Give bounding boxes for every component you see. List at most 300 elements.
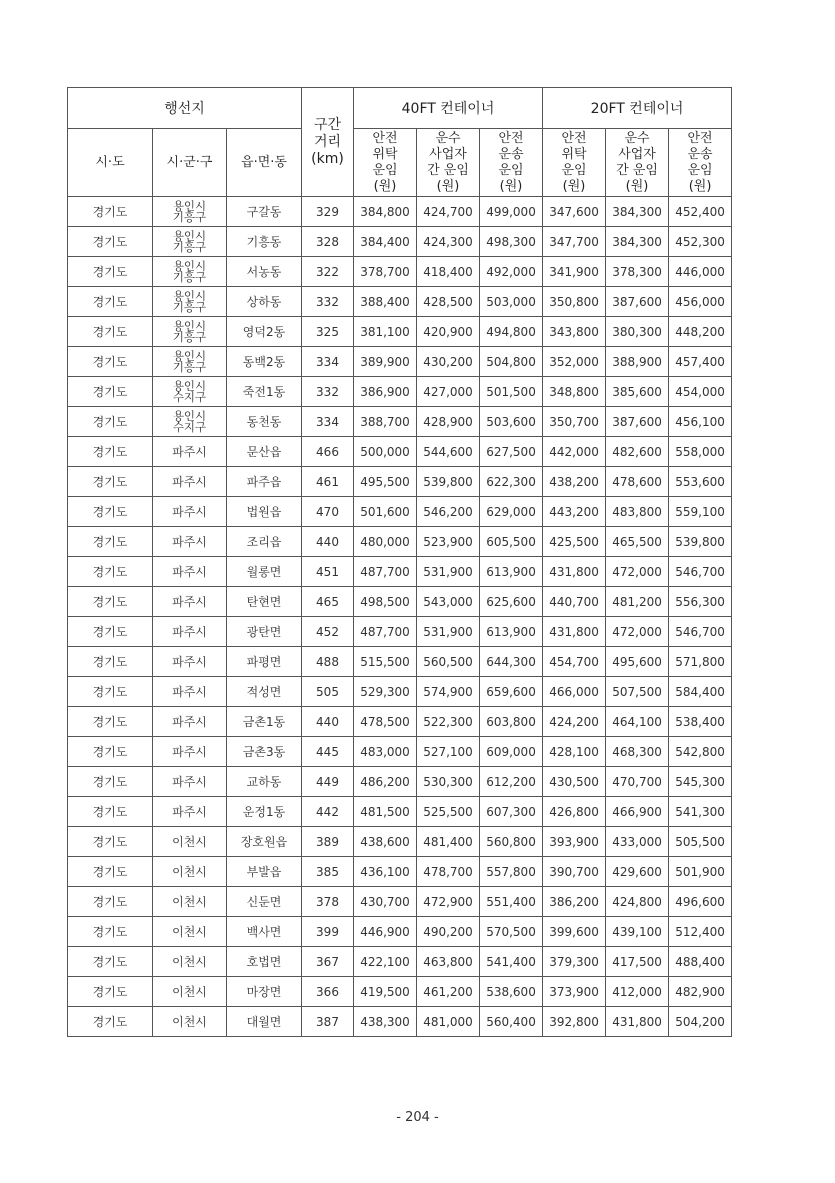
distance-cell: 442 — [302, 797, 354, 827]
c40-carrier-cell: 461,200 — [417, 977, 480, 1007]
table-row — [68, 287, 732, 317]
c20-safe-consign-cell: 352,000 — [543, 347, 606, 377]
distance-cell: 488 — [302, 647, 354, 677]
c20-safe-consign-cell: 430,500 — [543, 767, 606, 797]
c40-safe-transport-cell: 498,300 — [480, 227, 543, 257]
c40-safe-consign-cell: 378,700 — [354, 257, 417, 287]
c20-carrier-cell: 478,600 — [606, 467, 669, 497]
table-row — [68, 227, 732, 257]
sigungu-cell: 용인시 기흥구 — [153, 317, 227, 347]
c40-safe-transport-cell: 504,800 — [480, 347, 543, 377]
c40-safe-transport-cell: 603,800 — [480, 707, 543, 737]
c20-safe-consign-cell: 438,200 — [543, 467, 606, 497]
table-row — [68, 767, 732, 797]
c40-safe-transport-cell: 570,500 — [480, 917, 543, 947]
c40-carrier-cell: 522,300 — [417, 707, 480, 737]
distance-cell: 470 — [302, 497, 354, 527]
c40-carrier-cell: 546,200 — [417, 497, 480, 527]
sigungu-cell: 용인시 기흥구 — [153, 287, 227, 317]
c20-carrier-cell: 417,500 — [606, 947, 669, 977]
sigungu-cell: 파주시 — [153, 767, 227, 797]
sido-cell: 경기도 — [68, 1007, 153, 1037]
eupmyeondong-cell: 죽전1동 — [227, 377, 302, 407]
sigungu-cell: 용인시 기흥구 — [153, 347, 227, 377]
c40-safe-consign-cell: 430,700 — [354, 887, 417, 917]
c40-carrier-cell: 544,600 — [417, 437, 480, 467]
c20-carrier-cell: 472,000 — [606, 617, 669, 647]
eupmyeondong-cell: 탄현면 — [227, 587, 302, 617]
c20-safe-transport-cell: 452,400 — [669, 197, 732, 227]
distance-header: 구간 거리 (km) — [302, 88, 354, 197]
c20-carrier-cell: 466,900 — [606, 797, 669, 827]
sigungu-cell: 이천시 — [153, 947, 227, 977]
sigungu-cell: 파주시 — [153, 557, 227, 587]
c40-safe-consign-cell: 480,000 — [354, 527, 417, 557]
c20-safe-transport-cell: 456,100 — [669, 407, 732, 437]
distance-cell: 461 — [302, 467, 354, 497]
c20-carrier-cell: 507,500 — [606, 677, 669, 707]
c40-carrier-cell: 531,900 — [417, 557, 480, 587]
c20-safe-transport-header: 안전 운송 운임 (원) — [669, 129, 732, 197]
c40-safe-transport-cell: 538,600 — [480, 977, 543, 1007]
c20-safe-consign-cell: 443,200 — [543, 497, 606, 527]
sido-cell: 경기도 — [68, 407, 153, 437]
table-row — [68, 917, 732, 947]
c40-safe-transport-cell: 494,800 — [480, 317, 543, 347]
c40-safe-consign-cell: 438,300 — [354, 1007, 417, 1037]
c20-safe-consign-cell: 347,600 — [543, 197, 606, 227]
distance-cell: 465 — [302, 587, 354, 617]
distance-cell: 449 — [302, 767, 354, 797]
table-row — [68, 947, 732, 977]
sigungu-cell: 이천시 — [153, 1007, 227, 1037]
header-row-columns — [68, 129, 732, 197]
sigungu-cell: 이천시 — [153, 917, 227, 947]
sido-cell: 경기도 — [68, 857, 153, 887]
c40-safe-transport-cell: 659,600 — [480, 677, 543, 707]
c40-safe-consign-cell: 384,800 — [354, 197, 417, 227]
eupmyeondong-cell: 금촌1동 — [227, 707, 302, 737]
c20-carrier-cell: 439,100 — [606, 917, 669, 947]
distance-cell: 334 — [302, 347, 354, 377]
sido-cell: 경기도 — [68, 917, 153, 947]
c40-safe-transport-cell: 627,500 — [480, 437, 543, 467]
c40-carrier-cell: 539,800 — [417, 467, 480, 497]
c40-safe-consign-cell: 436,100 — [354, 857, 417, 887]
container-40ft-header: 40FT 컨테이너 — [354, 88, 543, 129]
c20-safe-consign-cell: 431,800 — [543, 557, 606, 587]
c20-safe-transport-cell: 553,600 — [669, 467, 732, 497]
c40-carrier-cell: 420,900 — [417, 317, 480, 347]
sido-cell: 경기도 — [68, 677, 153, 707]
c20-safe-transport-cell: 448,200 — [669, 317, 732, 347]
table-row — [68, 797, 732, 827]
c40-safe-consign-cell: 515,500 — [354, 647, 417, 677]
c20-carrier-cell: 429,600 — [606, 857, 669, 887]
table-body — [68, 197, 732, 1037]
distance-cell: 325 — [302, 317, 354, 347]
sido-cell: 경기도 — [68, 317, 153, 347]
sido-cell: 경기도 — [68, 647, 153, 677]
sigungu-cell: 파주시 — [153, 437, 227, 467]
c40-safe-transport-cell: 503,600 — [480, 407, 543, 437]
c40-carrier-header: 운수 사업자 간 운임 (원) — [417, 129, 480, 197]
distance-cell: 505 — [302, 677, 354, 707]
c40-safe-consign-cell: 495,500 — [354, 467, 417, 497]
table-row — [68, 497, 732, 527]
c40-safe-consign-cell: 529,300 — [354, 677, 417, 707]
eupmyeondong-cell: 기흥동 — [227, 227, 302, 257]
sido-cell: 경기도 — [68, 347, 153, 377]
c40-carrier-cell: 430,200 — [417, 347, 480, 377]
c40-safe-transport-cell: 503,000 — [480, 287, 543, 317]
c20-carrier-cell: 482,600 — [606, 437, 669, 467]
c20-safe-transport-cell: 584,400 — [669, 677, 732, 707]
distance-cell: 387 — [302, 1007, 354, 1037]
c40-carrier-cell: 424,700 — [417, 197, 480, 227]
sido-cell: 경기도 — [68, 767, 153, 797]
table-row — [68, 317, 732, 347]
c20-safe-transport-cell: 546,700 — [669, 617, 732, 647]
c20-safe-consign-cell: 373,900 — [543, 977, 606, 1007]
eupmyeondong-cell: 영덕2동 — [227, 317, 302, 347]
c40-safe-transport-cell: 499,000 — [480, 197, 543, 227]
c40-safe-transport-cell: 560,800 — [480, 827, 543, 857]
c40-safe-consign-cell: 388,700 — [354, 407, 417, 437]
sigungu-cell: 파주시 — [153, 527, 227, 557]
c20-carrier-cell: 424,800 — [606, 887, 669, 917]
sigungu-cell: 파주시 — [153, 647, 227, 677]
c20-carrier-cell: 464,100 — [606, 707, 669, 737]
c20-safe-consign-cell: 350,800 — [543, 287, 606, 317]
sigungu-cell: 파주시 — [153, 797, 227, 827]
c40-carrier-cell: 472,900 — [417, 887, 480, 917]
c20-safe-transport-cell: 505,500 — [669, 827, 732, 857]
table-row — [68, 677, 732, 707]
distance-cell: 366 — [302, 977, 354, 1007]
c40-carrier-cell: 530,300 — [417, 767, 480, 797]
distance-cell: 332 — [302, 287, 354, 317]
c20-safe-consign-cell: 386,200 — [543, 887, 606, 917]
distance-cell: 440 — [302, 707, 354, 737]
distance-cell: 466 — [302, 437, 354, 467]
sido-cell: 경기도 — [68, 887, 153, 917]
c40-safe-transport-cell: 551,400 — [480, 887, 543, 917]
sigungu-cell: 파주시 — [153, 467, 227, 497]
c20-safe-consign-cell: 454,700 — [543, 647, 606, 677]
eupmyeondong-cell: 광탄면 — [227, 617, 302, 647]
region-header: 행선지 — [68, 88, 302, 129]
table-row — [68, 617, 732, 647]
c20-safe-consign-cell: 343,800 — [543, 317, 606, 347]
c20-safe-consign-cell: 426,800 — [543, 797, 606, 827]
c20-safe-transport-cell: 488,400 — [669, 947, 732, 977]
c20-safe-transport-cell: 512,400 — [669, 917, 732, 947]
sido-cell: 경기도 — [68, 587, 153, 617]
c20-carrier-cell: 378,300 — [606, 257, 669, 287]
c20-safe-transport-cell: 571,800 — [669, 647, 732, 677]
distance-cell: 385 — [302, 857, 354, 887]
eupmyeondong-cell: 월롱면 — [227, 557, 302, 587]
c20-carrier-cell: 470,700 — [606, 767, 669, 797]
distance-cell: 322 — [302, 257, 354, 287]
header-row-groups — [68, 88, 732, 129]
c40-carrier-cell: 543,000 — [417, 587, 480, 617]
c40-safe-transport-cell: 625,600 — [480, 587, 543, 617]
c20-safe-transport-cell: 501,900 — [669, 857, 732, 887]
c40-carrier-cell: 424,300 — [417, 227, 480, 257]
table-row — [68, 647, 732, 677]
c40-carrier-cell: 428,500 — [417, 287, 480, 317]
c40-carrier-cell: 527,100 — [417, 737, 480, 767]
c40-safe-transport-cell: 613,900 — [480, 617, 543, 647]
eupmyeondong-cell: 적성면 — [227, 677, 302, 707]
c40-safe-transport-cell: 541,400 — [480, 947, 543, 977]
eupmyeondong-cell: 상하동 — [227, 287, 302, 317]
c20-carrier-cell: 465,500 — [606, 527, 669, 557]
c20-carrier-cell: 431,800 — [606, 1007, 669, 1037]
distance-cell: 440 — [302, 527, 354, 557]
c40-carrier-cell: 490,200 — [417, 917, 480, 947]
c20-safe-consign-cell: 399,600 — [543, 917, 606, 947]
sigungu-cell: 파주시 — [153, 737, 227, 767]
c20-safe-consign-cell: 348,800 — [543, 377, 606, 407]
c20-safe-consign-cell: 379,300 — [543, 947, 606, 977]
c20-safe-consign-cell: 466,000 — [543, 677, 606, 707]
c20-safe-transport-cell: 456,000 — [669, 287, 732, 317]
sigungu-cell: 용인시 기흥구 — [153, 257, 227, 287]
c40-safe-consign-cell: 422,100 — [354, 947, 417, 977]
sido-cell: 경기도 — [68, 617, 153, 647]
c20-safe-consign-cell: 341,900 — [543, 257, 606, 287]
sido-cell: 경기도 — [68, 527, 153, 557]
eupmyeondong-cell: 교하동 — [227, 767, 302, 797]
eupmyeondong-cell: 조리읍 — [227, 527, 302, 557]
eupmyeondong-cell: 법원읍 — [227, 497, 302, 527]
sigungu-cell: 파주시 — [153, 677, 227, 707]
sido-cell: 경기도 — [68, 977, 153, 1007]
table-row — [68, 827, 732, 857]
c40-safe-consign-cell: 438,600 — [354, 827, 417, 857]
c20-safe-transport-cell: 538,400 — [669, 707, 732, 737]
sigungu-cell: 용인시 수지구 — [153, 407, 227, 437]
c20-carrier-cell: 468,300 — [606, 737, 669, 767]
c20-safe-consign-cell: 390,700 — [543, 857, 606, 887]
c40-carrier-cell: 418,400 — [417, 257, 480, 287]
eupmyeondong-cell: 장호원읍 — [227, 827, 302, 857]
table-row — [68, 407, 732, 437]
c40-carrier-cell: 523,900 — [417, 527, 480, 557]
c20-safe-transport-cell: 454,000 — [669, 377, 732, 407]
sido-cell: 경기도 — [68, 437, 153, 467]
c40-safe-consign-header: 안전 위탁 운임 (원) — [354, 129, 417, 197]
c20-carrier-cell: 388,900 — [606, 347, 669, 377]
sigungu-cell: 파주시 — [153, 497, 227, 527]
eupmyeondong-cell: 문산읍 — [227, 437, 302, 467]
distance-cell: 378 — [302, 887, 354, 917]
sigungu-cell: 이천시 — [153, 827, 227, 857]
c20-safe-transport-cell: 556,300 — [669, 587, 732, 617]
c20-safe-consign-cell: 350,700 — [543, 407, 606, 437]
c40-carrier-cell: 574,900 — [417, 677, 480, 707]
eupmyeondong-cell: 마장면 — [227, 977, 302, 1007]
table-row — [68, 437, 732, 467]
distance-cell: 329 — [302, 197, 354, 227]
c20-safe-transport-cell: 457,400 — [669, 347, 732, 377]
eupmyeondong-cell: 파평면 — [227, 647, 302, 677]
c40-carrier-cell: 481,000 — [417, 1007, 480, 1037]
c40-carrier-cell: 525,500 — [417, 797, 480, 827]
eupmyeondong-cell: 서농동 — [227, 257, 302, 287]
table-row — [68, 857, 732, 887]
c20-carrier-cell: 387,600 — [606, 287, 669, 317]
c20-safe-transport-cell: 558,000 — [669, 437, 732, 467]
eupmyeondong-cell: 구갈동 — [227, 197, 302, 227]
table-row — [68, 257, 732, 287]
table-row — [68, 707, 732, 737]
eupmyeondong-cell: 금촌3동 — [227, 737, 302, 767]
sido-cell: 경기도 — [68, 947, 153, 977]
distance-cell: 367 — [302, 947, 354, 977]
sido-cell: 경기도 — [68, 737, 153, 767]
c20-carrier-cell: 483,800 — [606, 497, 669, 527]
distance-cell: 389 — [302, 827, 354, 857]
c20-safe-consign-cell: 392,800 — [543, 1007, 606, 1037]
sigungu-cell: 파주시 — [153, 707, 227, 737]
table-row — [68, 197, 732, 227]
c20-carrier-cell: 481,200 — [606, 587, 669, 617]
c20-safe-transport-cell: 504,200 — [669, 1007, 732, 1037]
c20-safe-transport-cell: 559,100 — [669, 497, 732, 527]
c20-safe-transport-cell: 541,300 — [669, 797, 732, 827]
sigungu-header: 시·군·구 — [153, 129, 227, 197]
c20-carrier-cell: 387,600 — [606, 407, 669, 437]
c20-carrier-cell: 433,000 — [606, 827, 669, 857]
sigungu-cell: 이천시 — [153, 887, 227, 917]
distance-cell: 445 — [302, 737, 354, 767]
sigungu-cell: 용인시 기흥구 — [153, 227, 227, 257]
eupmyeondong-cell: 부발읍 — [227, 857, 302, 887]
c20-carrier-cell: 472,000 — [606, 557, 669, 587]
c20-safe-transport-cell: 482,900 — [669, 977, 732, 1007]
page-number: - 204 - — [396, 1110, 439, 1125]
c20-safe-transport-cell: 545,300 — [669, 767, 732, 797]
table-row — [68, 977, 732, 1007]
sido-cell: 경기도 — [68, 377, 153, 407]
c20-safe-transport-cell: 452,300 — [669, 227, 732, 257]
table-row — [68, 347, 732, 377]
sido-cell: 경기도 — [68, 257, 153, 287]
c40-safe-transport-cell: 605,500 — [480, 527, 543, 557]
c20-safe-consign-cell: 442,000 — [543, 437, 606, 467]
sido-header: 시·도 — [68, 129, 153, 197]
c40-carrier-cell: 478,700 — [417, 857, 480, 887]
c20-safe-transport-cell: 542,800 — [669, 737, 732, 767]
c40-safe-consign-cell: 501,600 — [354, 497, 417, 527]
container-20ft-header: 20FT 컨테이너 — [543, 88, 732, 129]
c40-safe-consign-cell: 487,700 — [354, 617, 417, 647]
eupmyeondong-cell: 파주읍 — [227, 467, 302, 497]
sido-cell: 경기도 — [68, 557, 153, 587]
c40-safe-transport-cell: 609,000 — [480, 737, 543, 767]
c20-carrier-cell: 495,600 — [606, 647, 669, 677]
eupmyeondong-header: 읍·면·동 — [227, 129, 302, 197]
c40-safe-transport-cell: 560,400 — [480, 1007, 543, 1037]
c40-safe-consign-cell: 487,700 — [354, 557, 417, 587]
table-row — [68, 377, 732, 407]
sido-cell: 경기도 — [68, 467, 153, 497]
c40-safe-consign-cell: 389,900 — [354, 347, 417, 377]
eupmyeondong-cell: 동천동 — [227, 407, 302, 437]
c20-carrier-cell: 384,300 — [606, 227, 669, 257]
table-row — [68, 737, 732, 767]
c40-safe-consign-cell: 388,400 — [354, 287, 417, 317]
c40-safe-consign-cell: 384,400 — [354, 227, 417, 257]
c20-carrier-cell: 385,600 — [606, 377, 669, 407]
c40-safe-transport-cell: 622,300 — [480, 467, 543, 497]
sigungu-cell: 이천시 — [153, 977, 227, 1007]
c20-safe-consign-cell: 424,200 — [543, 707, 606, 737]
c20-safe-consign-cell: 428,100 — [543, 737, 606, 767]
table-row — [68, 587, 732, 617]
sigungu-cell: 파주시 — [153, 587, 227, 617]
c40-carrier-cell: 531,900 — [417, 617, 480, 647]
c40-carrier-cell: 428,900 — [417, 407, 480, 437]
sido-cell: 경기도 — [68, 197, 153, 227]
c20-safe-transport-cell: 496,600 — [669, 887, 732, 917]
distance-cell: 451 — [302, 557, 354, 587]
c20-safe-consign-cell: 431,800 — [543, 617, 606, 647]
eupmyeondong-cell: 대월면 — [227, 1007, 302, 1037]
sido-cell: 경기도 — [68, 797, 153, 827]
c20-safe-transport-cell: 446,000 — [669, 257, 732, 287]
sido-cell: 경기도 — [68, 227, 153, 257]
c40-safe-consign-cell: 498,500 — [354, 587, 417, 617]
sido-cell: 경기도 — [68, 287, 153, 317]
c40-safe-transport-cell: 644,300 — [480, 647, 543, 677]
sigungu-cell: 용인시 수지구 — [153, 377, 227, 407]
table-row — [68, 887, 732, 917]
c40-safe-transport-cell: 492,000 — [480, 257, 543, 287]
table-row — [68, 527, 732, 557]
c40-carrier-cell: 560,500 — [417, 647, 480, 677]
eupmyeondong-cell: 운정1동 — [227, 797, 302, 827]
c40-safe-transport-cell: 612,200 — [480, 767, 543, 797]
c20-carrier-cell: 380,300 — [606, 317, 669, 347]
table-row — [68, 557, 732, 587]
c40-safe-consign-cell: 481,500 — [354, 797, 417, 827]
c40-safe-transport-cell: 607,300 — [480, 797, 543, 827]
distance-cell: 452 — [302, 617, 354, 647]
sigungu-cell: 이천시 — [153, 857, 227, 887]
distance-cell: 334 — [302, 407, 354, 437]
c20-safe-consign-header: 안전 위탁 운임 (원) — [543, 129, 606, 197]
table-row — [68, 1007, 732, 1037]
c20-safe-consign-cell: 393,900 — [543, 827, 606, 857]
c40-carrier-cell: 427,000 — [417, 377, 480, 407]
c40-safe-consign-cell: 500,000 — [354, 437, 417, 467]
eupmyeondong-cell: 신둔면 — [227, 887, 302, 917]
table-row — [68, 467, 732, 497]
c20-carrier-cell: 384,300 — [606, 197, 669, 227]
c40-safe-consign-cell: 486,200 — [354, 767, 417, 797]
distance-cell: 328 — [302, 227, 354, 257]
c20-carrier-header: 운수 사업자 간 운임 (원) — [606, 129, 669, 197]
eupmyeondong-cell: 백사면 — [227, 917, 302, 947]
eupmyeondong-cell: 동백2동 — [227, 347, 302, 377]
c40-safe-consign-cell: 386,900 — [354, 377, 417, 407]
c20-safe-consign-cell: 440,700 — [543, 587, 606, 617]
